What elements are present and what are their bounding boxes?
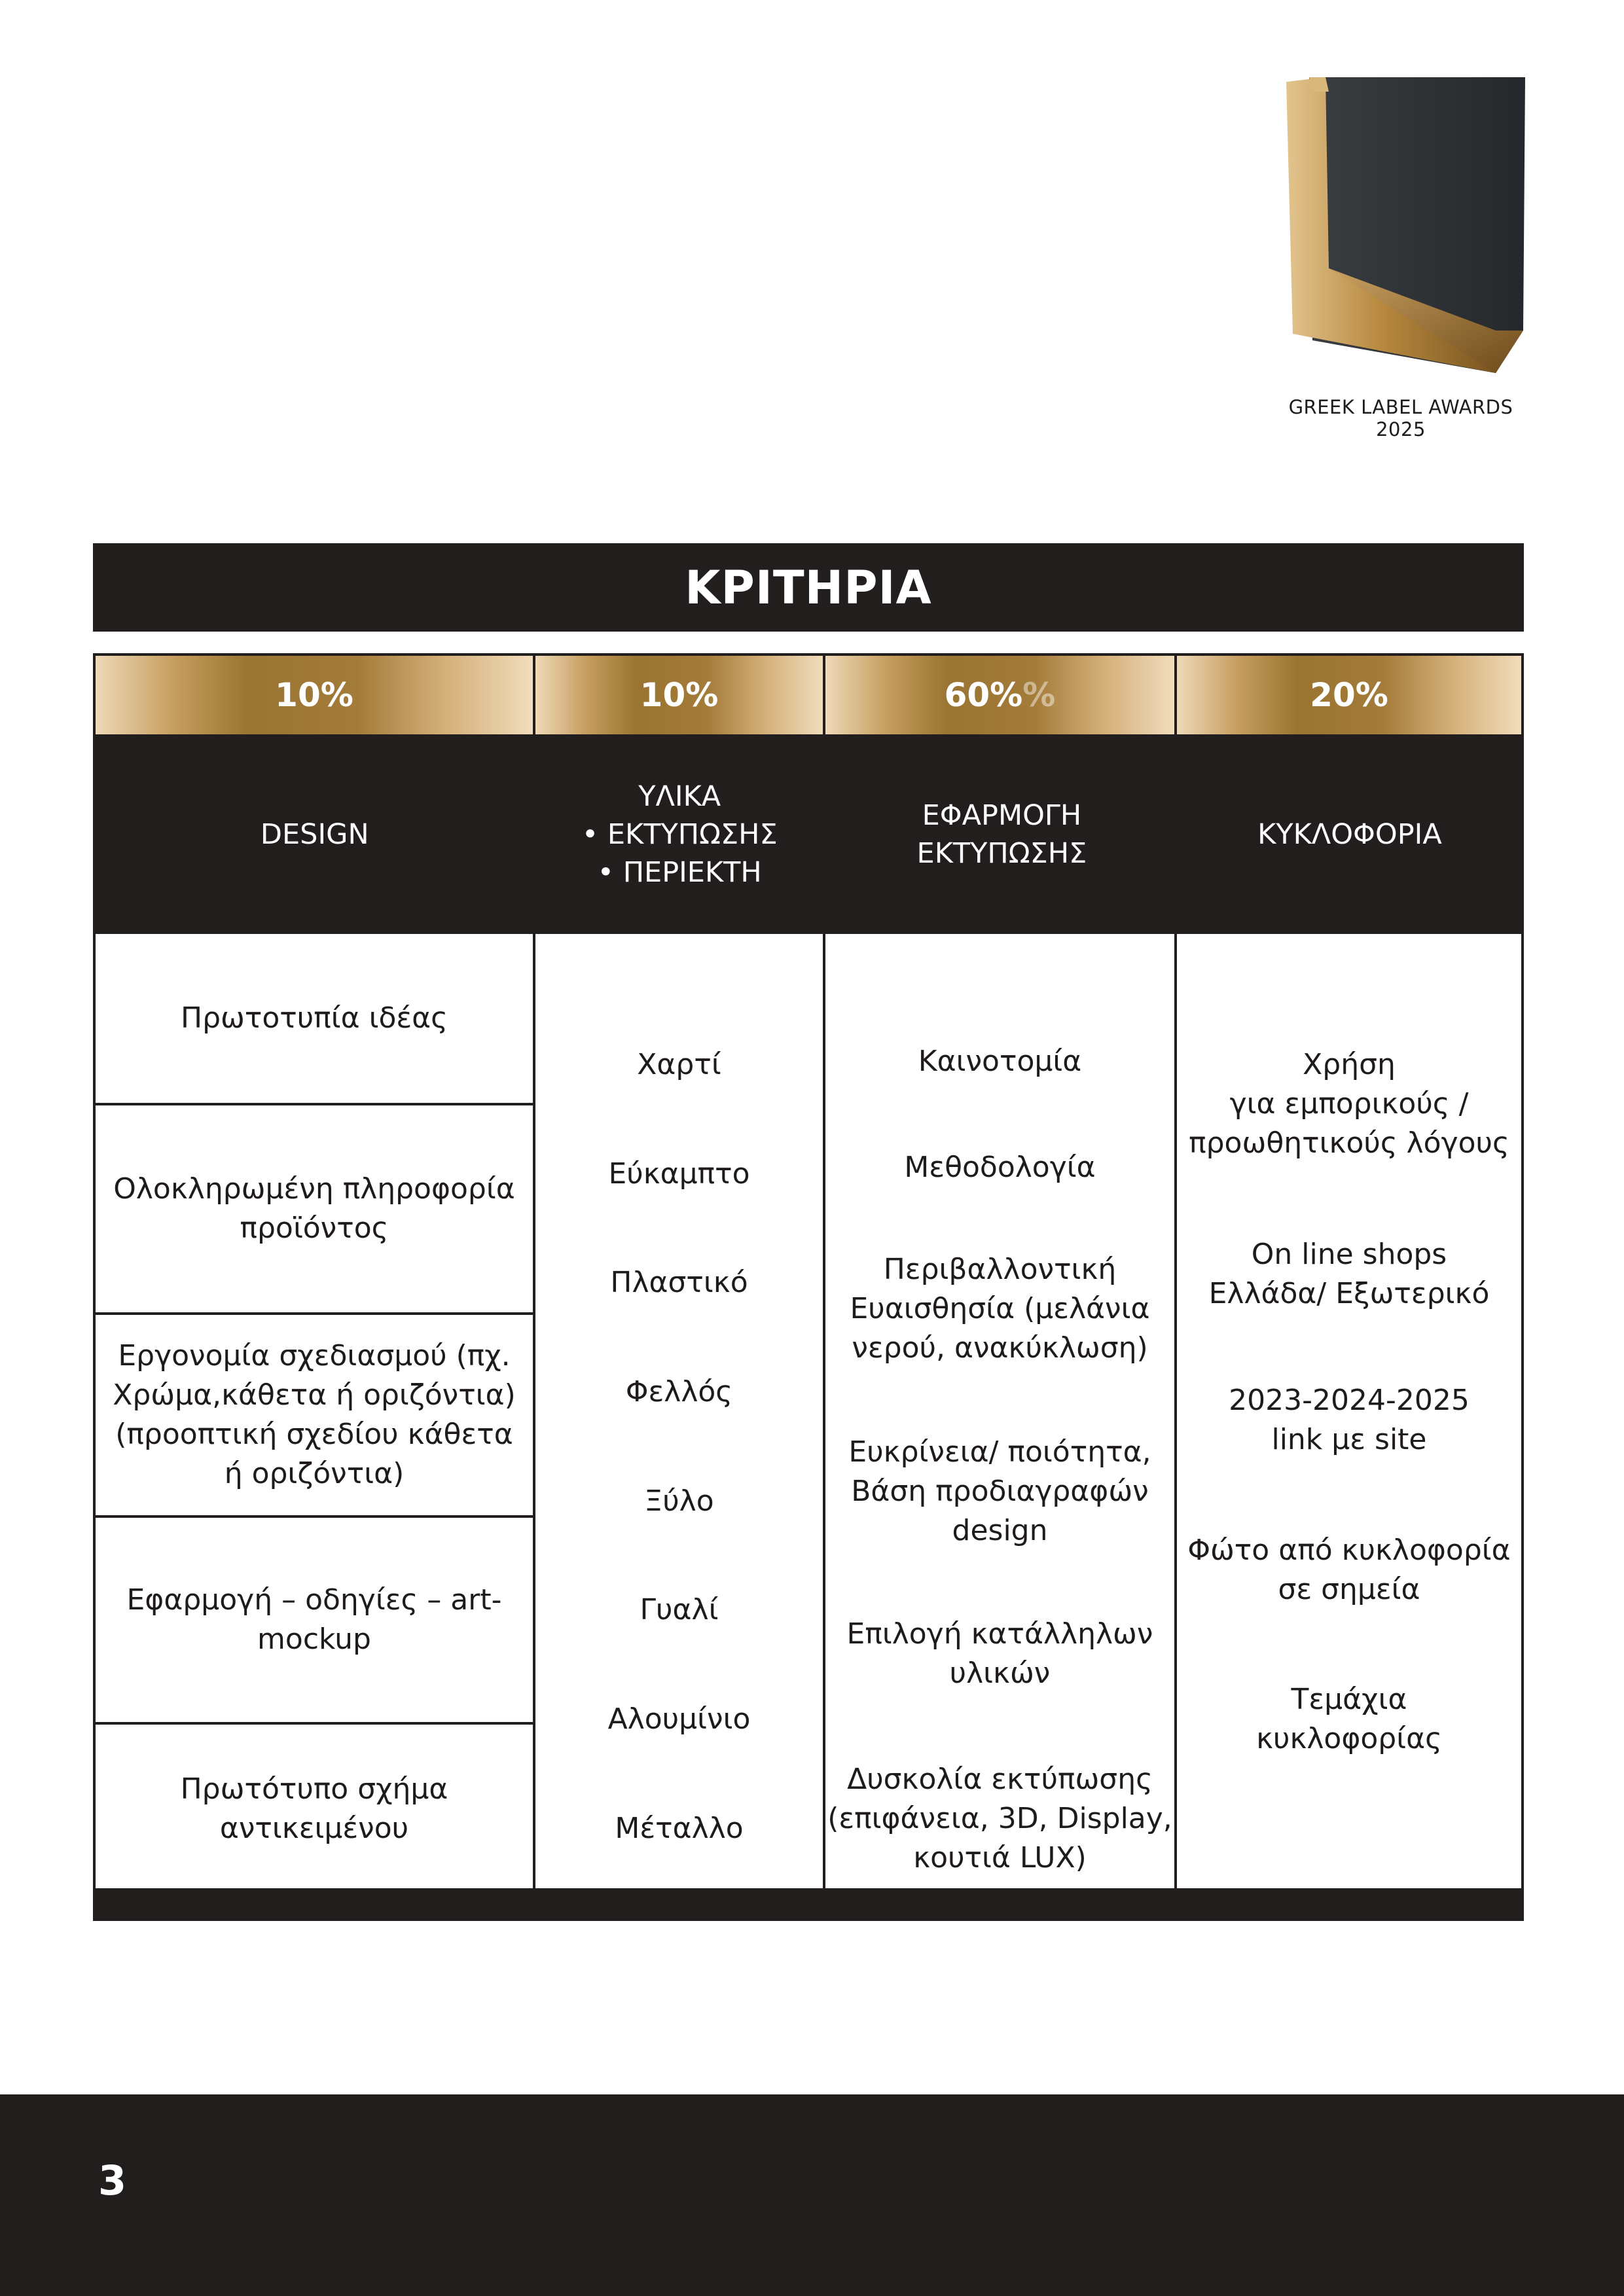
application-column	[825, 934, 1177, 1893]
circulation-column	[1177, 934, 1521, 1893]
design-item: Ολοκληρωμένη πληροφορία προϊόντος	[96, 1105, 533, 1315]
design-item: Πρωτοτυπία ιδέας	[96, 934, 533, 1105]
circulation-item: Φώτο από κυκλοφορία σε σημεία	[1187, 1534, 1511, 1606]
criteria-body	[96, 934, 1521, 1893]
circulation-item: 2023-2024-2025 link με site	[1229, 1384, 1470, 1456]
circulation-item: Χρήση για εμπορικούς / προωθητικούς λόγους	[1189, 1048, 1509, 1160]
application-item: Επιλογή κατάλληλων υλικών	[846, 1617, 1153, 1690]
heading-row	[96, 734, 1521, 934]
pct-application: 60% %	[825, 656, 1177, 734]
application-item: Δυσκολία εκτύπωσης (επιφάνεια, 3D, Display, κουτιά LUX)	[827, 1763, 1172, 1874]
material-item: Χαρτί	[637, 1048, 721, 1081]
award-trophy-image	[1280, 72, 1528, 380]
design-item: Εργονομία σχεδιασμού (πχ. Χρώμα,κάθετα ή οριζόντια) (προοπτική σχεδίου κάθετα ή οριζόντια)	[96, 1315, 533, 1518]
page-footer	[0, 2094, 1624, 2296]
pct-design: 10%	[96, 656, 535, 734]
heading-materials: ΥΛΙΚΑ • ΕΚΤΥΠΩΣΗΣ • ΠΕΡΙΕΚΤΗ	[581, 780, 778, 889]
table-bottom-bar	[96, 1888, 1521, 1918]
material-item: Πλαστικό	[610, 1266, 748, 1299]
application-item: Περιβαλλοντική Ευαισθησία (μελάνια νερού, ανακύκλωση)	[850, 1253, 1150, 1365]
page-number: 3	[98, 2157, 127, 2204]
circulation-item: On line shops Ελλάδα/ Εξωτερικό	[1208, 1238, 1490, 1310]
application-item: Μεθοδολογία	[904, 1151, 1096, 1184]
design-item: Πρωτότυπο σχήμα αντικειμένου	[180, 1772, 448, 1845]
materials-column	[535, 934, 825, 1893]
heading-application: ΕΦΑΡΜΟΓΗ ΕΚΤΥΠΩΣΗΣ	[916, 798, 1087, 870]
material-item: Φελλός	[625, 1375, 733, 1408]
criteria-title: ΚΡΙΤΗΡΙΑ	[93, 543, 1524, 632]
heading-circulation: ΚΥΚΛΟΦΟΡΙΑ	[1257, 817, 1442, 851]
award-caption: GREEK LABEL AWARDS 2025	[1288, 396, 1513, 440]
percentage-row	[96, 656, 1521, 734]
design-item: Εφαρμογή – οδηγίες – art-mockup	[96, 1518, 533, 1725]
application-item: Καινοτομία	[918, 1045, 1082, 1078]
pct-circulation: 20%	[1177, 656, 1521, 734]
pct-materials: 10%	[535, 656, 825, 734]
criteria-table	[93, 653, 1524, 1921]
material-item: Μέταλλο	[615, 1812, 744, 1845]
material-item: Αλουμίνιο	[607, 1702, 751, 1736]
application-item: Ευκρίνεια/ ποιότητα, Βάση προδιαγραφών design	[848, 1435, 1151, 1547]
material-item: Εύκαμπτο	[608, 1157, 750, 1191]
material-item: Ξύλο	[644, 1484, 714, 1518]
material-item: Γυαλί	[640, 1593, 719, 1626]
circulation-item: Τεμάχια κυκλοφορίας	[1256, 1683, 1442, 1755]
design-column	[96, 934, 535, 1893]
heading-design: DESIGN	[260, 817, 369, 851]
